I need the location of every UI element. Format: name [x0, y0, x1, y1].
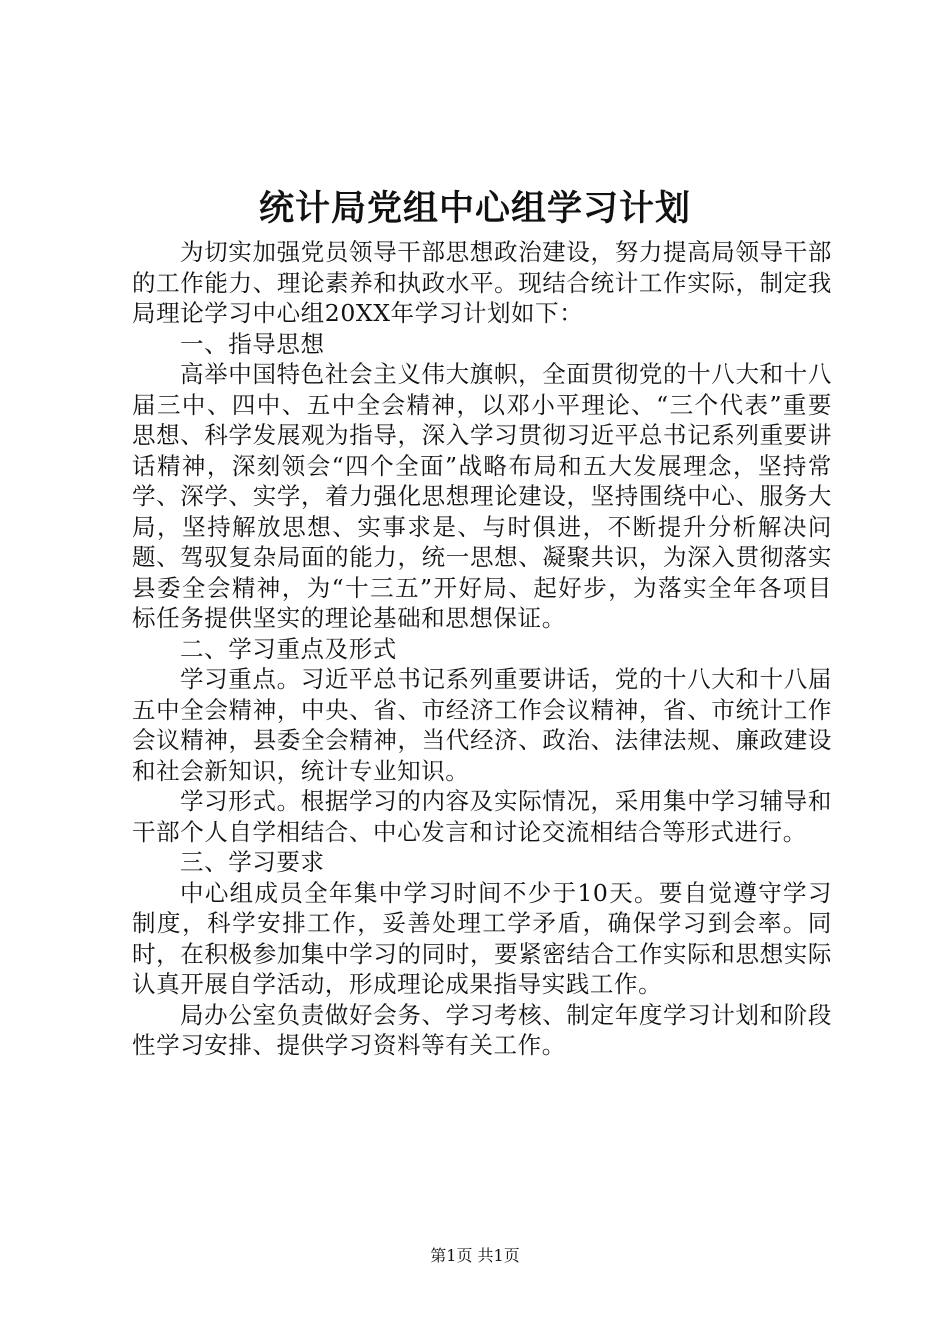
guiding-thought-paragraph: 高举中国特色社会主义伟大旗帜，全面贯彻党的十八大和十八届三中、四中、五中全会精神，以邓小平理论、“三个代表”重要思想、科学发展观为指导，深入学习贯彻习近平总书记系列重要讲话精神，深刻领会“四个全面”战略布局和五大发展理念，坚持常学、深学、实学，着力强化思想理论建设，坚持围绕中心、服务大局，坚持解放思想、实事求是、与时俱进，不断提升分析解决问题、驾驭复杂局面的能力，统一思想、凝聚共识，为深入贯彻落实县委全会精神，为“十三五”开好局、起好步，为落实全年各项目标任务提供坚实的理论基础和思想保证。 [132, 360, 832, 632]
intro-paragraph: 为切实加强党员领导干部思想政治建设，努力提高局领导干部的工作能力、理论素养和执政水平。现结合统计工作实际，制定我局理论学习中心组20XX年学习计划如下： [132, 238, 832, 327]
study-focus-paragraph: 学习重点。习近平总书记系列重要讲话，党的十八大和十八届五中全会精神，中央、省、市经济工作会议精神，省、市统计工作会议精神，县委全会精神，当代经济、政治、法律法规、廉政建设和社会新知识，统计专业知识。 [132, 665, 832, 785]
section-heading-guiding-thought: 一、指导思想 [180, 329, 325, 358]
document-body [132, 237, 832, 1061]
section-heading-focus-and-form: 二、学习重点及形式 [180, 634, 397, 663]
study-form-paragraph: 学习形式。根据学习的内容及实际情况，采用集中学习辅导和干部个人自学相结合、中心发言和讨论交流相结合等形式进行。 [132, 787, 832, 846]
office-duty-paragraph: 局办公室负责做好会务、学习考核、制定年度学习计划和阶段性学习安排、提供学习资料等有关工作。 [132, 1000, 832, 1059]
page-footer: 第1页 共1页 [430, 1246, 520, 1265]
document-title: 统计局党组中心组学习计划 [258, 188, 691, 229]
section-heading-requirements: 三、学习要求 [180, 848, 325, 876]
requirements-paragraph: 中心组成员全年集中学习时间不少于10天。要自觉遵守学习制度，科学安排工作，妥善处理工学矛盾，确保学习到会率。同时，在积极参加集中学习的同时，要紧密结合工作实际和思想实际认真开展自学活动，形成理论成果指导实践工作。 [132, 878, 832, 998]
